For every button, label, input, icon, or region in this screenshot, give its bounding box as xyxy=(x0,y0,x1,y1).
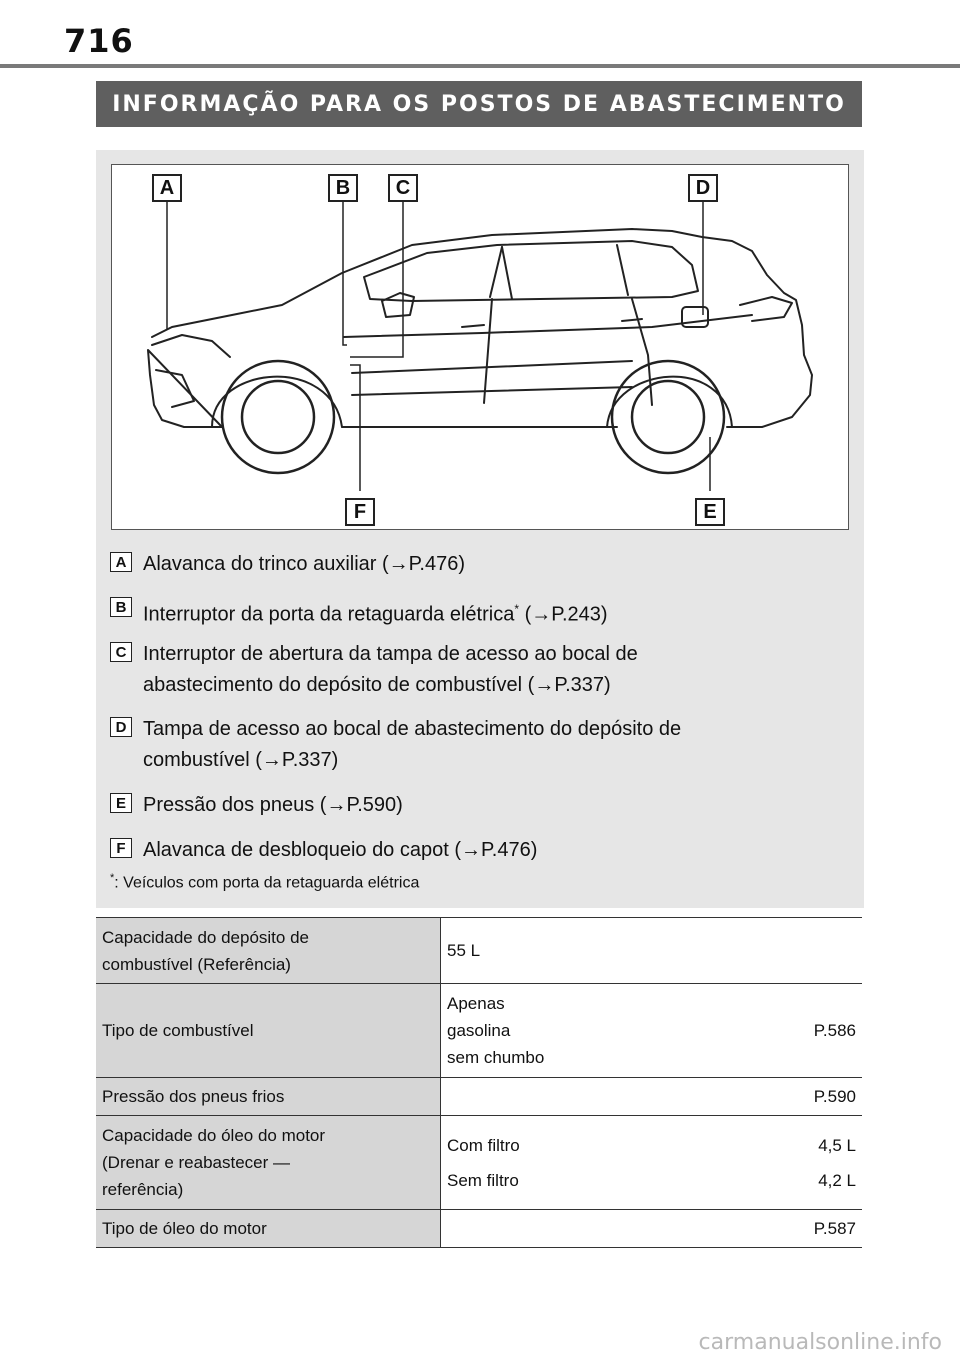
front-wheel xyxy=(222,361,334,473)
legend-letter-a: A xyxy=(110,552,132,572)
row-label-oil-capacity xyxy=(96,1116,441,1210)
row-label-line: Capacidade do óleo do motor xyxy=(102,1126,326,1145)
vehicle-figure xyxy=(111,164,849,530)
watermark: carmanualsonline.info xyxy=(698,1330,942,1355)
row-value-tire-pressure: P.590 xyxy=(441,1078,863,1116)
fuel-type-line-with-ref xyxy=(447,1017,856,1044)
legend-text-b-footnote-mark: * xyxy=(514,602,520,616)
leader-line-c xyxy=(350,201,403,357)
oil-with-filter-value: 4,5 L xyxy=(818,1135,856,1155)
fuel-type-line: Apenas xyxy=(447,994,505,1013)
table-row xyxy=(96,984,862,1078)
row-label-line: referência) xyxy=(102,1180,184,1199)
legend-text-c-line2: abastecimento do depósito de combustível (→P.337) xyxy=(143,674,611,696)
page-number: 716 xyxy=(64,22,134,60)
legend-letter-e: E xyxy=(110,793,132,813)
legend-text-c-line1: Interruptor de abertura da tampa de acesso ao bocal de xyxy=(143,643,638,665)
table-row xyxy=(96,1210,862,1248)
window-outline xyxy=(364,241,698,301)
fuel-type-line: gasolina xyxy=(447,1021,511,1040)
table-row xyxy=(96,918,862,984)
table-row xyxy=(96,1116,862,1210)
legend-text-b-ref: (→P.243) xyxy=(519,603,608,626)
top-rule xyxy=(0,64,960,68)
table-row xyxy=(96,1078,862,1116)
oil-with-filter-label: Com filtro xyxy=(447,1135,520,1155)
legend-letter-b: B xyxy=(110,597,132,617)
callout-f: F xyxy=(345,498,375,526)
legend-text-d-line2: combustível (→P.337) xyxy=(143,749,339,771)
row-label-tank-capacity xyxy=(96,918,441,984)
footnote xyxy=(110,872,419,892)
leader-line-b xyxy=(343,201,347,345)
legend-letter-d: D xyxy=(110,717,132,737)
oil-without-filter xyxy=(447,1167,856,1194)
vehicle-drawing xyxy=(112,165,850,531)
row-label-line: (Drenar e reabastecer — xyxy=(102,1153,291,1172)
legend-text-b-main: Interruptor da porta da retaguarda elétrica xyxy=(143,603,515,626)
row-label-fuel-type: Tipo de combustível xyxy=(96,984,441,1078)
legend-text-b xyxy=(143,594,783,631)
callout-c: C xyxy=(388,174,418,202)
legend-text-a: Alavanca do trinco auxiliar (→P.476) xyxy=(143,553,466,575)
callout-d: D xyxy=(688,174,718,202)
row-value-tank-capacity: 55 L xyxy=(441,918,863,984)
row-value-oil-capacity xyxy=(441,1116,863,1210)
row-label-oil-type: Tipo de óleo do motor xyxy=(96,1210,441,1248)
footnote-mark: * xyxy=(110,872,115,884)
legend-text-d-line1: Tampa de acesso ao bocal de abastecimento do depósito de xyxy=(143,718,682,740)
legend-text-d xyxy=(143,714,783,776)
row-label-line: combustível (Referência) xyxy=(102,954,291,974)
oil-without-filter-value: 4,2 L xyxy=(818,1170,856,1190)
legend-text-c xyxy=(143,639,783,701)
oil-with-filter xyxy=(447,1132,856,1159)
row-value-fuel-type xyxy=(441,984,863,1078)
row-label-line: Capacidade do depósito de xyxy=(102,927,309,947)
oil-without-filter-label: Sem filtro xyxy=(447,1170,519,1190)
legend-letter-c: C xyxy=(110,642,132,662)
fuel-info-table xyxy=(96,917,862,1248)
footnote-text: : Veículos com porta da retaguarda elétrica xyxy=(114,874,420,892)
callout-e: E xyxy=(695,498,725,526)
row-value-oil-type: P.587 xyxy=(441,1210,863,1248)
fuel-type-line: sem chumbo xyxy=(447,1048,545,1067)
legend-letter-f: F xyxy=(110,838,132,858)
callout-b: B xyxy=(328,174,358,202)
legend-text-e: Pressão dos pneus (→P.590) xyxy=(143,794,403,816)
callout-a: A xyxy=(152,174,182,202)
section-title: INFORMAÇÃO PARA OS POSTOS DE ABASTECIMENTO xyxy=(96,81,862,127)
legend-text-f: Alavanca de desbloqueio do capot (→P.476) xyxy=(143,839,538,861)
row-label-tire-pressure: Pressão dos pneus frios xyxy=(96,1078,441,1116)
fuel-type-ref: P.586 xyxy=(813,1021,856,1040)
